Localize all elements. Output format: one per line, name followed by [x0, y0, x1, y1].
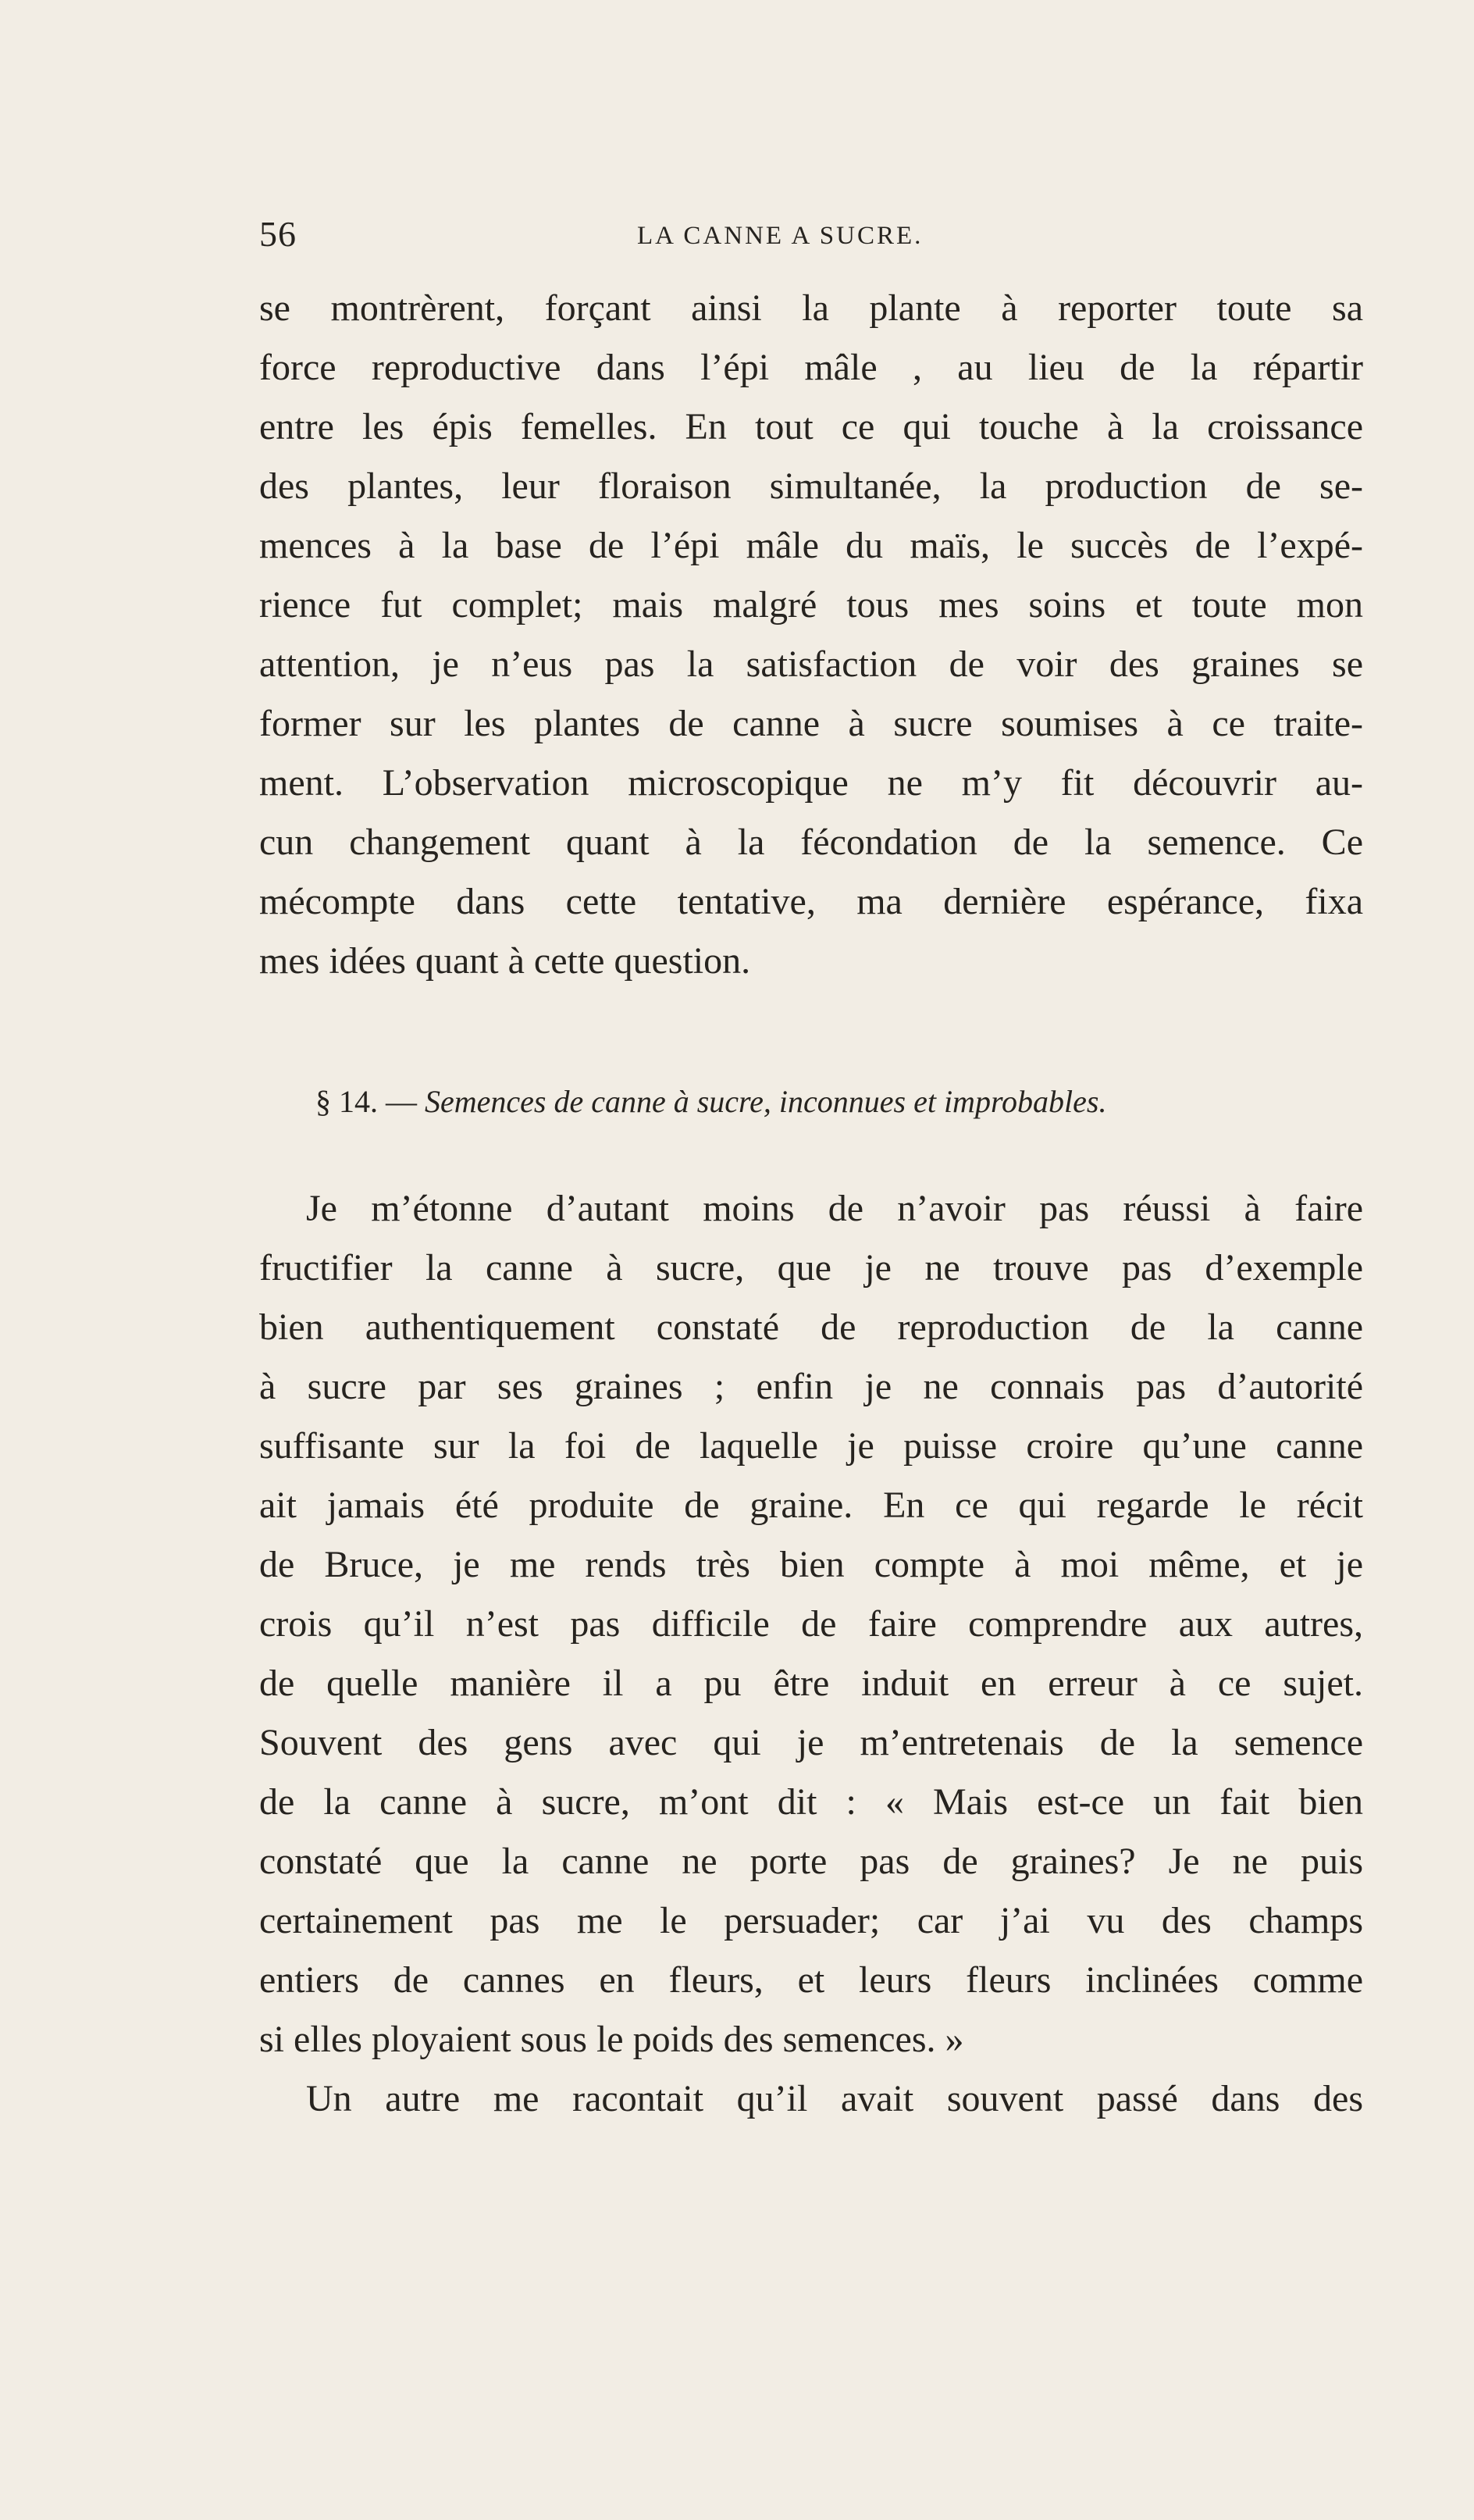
text-line: ment. L’observation microscopique ne m’y fit découvrir au- — [259, 762, 1363, 804]
text-line: de la canne à sucre, m’ont dit : « Mais est-ce un fait bien — [259, 1781, 1363, 1823]
text-line: suffisante sur la foi de laquelle je puisse croire qu’une canne — [259, 1425, 1363, 1467]
page-number: 56 — [259, 214, 297, 254]
text-line: entre les épis femelles. En tout ce qui touche à la croissance — [259, 406, 1363, 447]
text-line: à sucre par ses graines ; enfin je ne connais pas d’autorité — [259, 1366, 1363, 1407]
page-header — [259, 212, 1363, 256]
text-line: ait jamais été produite de graine. En ce qui regarde le récit — [259, 1485, 1363, 1526]
section-heading — [315, 1078, 1299, 1125]
text-line: de Bruce, je me rends très bien compte à moi même, et je — [259, 1544, 1363, 1585]
text-line: rience fut complet; mais malgré tous mes soins et toute mon — [259, 584, 1363, 626]
section-number: § 14. — — [315, 1084, 417, 1119]
text-line: former sur les plantes de canne à sucre soumises à ce traite- — [259, 703, 1363, 744]
text-line: cun changement quant à la fécondation de la semence. Ce — [259, 822, 1363, 863]
text-line: de quelle manière il a pu être induit en erreur à ce sujet. — [259, 1663, 1363, 1704]
text-line: fructifier la canne à sucre, que je ne trouve pas d’exemple — [259, 1247, 1363, 1289]
text-line: attention, je n’eus pas la satisfaction de voir des graines se — [259, 643, 1363, 685]
running-title: LA CANNE A SUCRE. — [637, 222, 924, 250]
text-line: entiers de cannes en fleurs, et leurs fleurs inclinées comme — [259, 1959, 1363, 2001]
text-line: Souvent des gens avec qui je m’entretenais de la semence — [259, 1722, 1363, 1763]
text-line: constaté que la canne ne porte pas de graines? Je ne puis — [259, 1841, 1363, 1882]
text-line: force reproductive dans l’épi mâle , au lieu de la répartir — [259, 347, 1363, 388]
text-line: mes idées quant à cette question. — [259, 940, 751, 982]
text-line: se montrèrent, forçant ainsi la plante à reporter toute sa — [259, 287, 1363, 329]
text-line: Je m’étonne d’autant moins de n’avoir pas réussi à faire — [306, 1188, 1363, 1229]
text-line: bien authentiquement constaté de reproduction de la canne — [259, 1306, 1363, 1348]
text-line: Un autre me racontait qu’il avait souvent passé dans des — [306, 2078, 1363, 2119]
text-line: si elles ployaient sous le poids des semences. » — [259, 2019, 964, 2060]
text-line: mécompte dans cette tentative, ma dernière espérance, fixa — [259, 881, 1363, 922]
text-line: des plantes, leur floraison simultanée, la production de se- — [259, 465, 1363, 507]
text-line: certainement pas me le persuader; car j’ai vu des champs — [259, 1900, 1363, 1941]
text-line: mences à la base de l’épi mâle du maïs, le succès de l’expé- — [259, 525, 1363, 566]
section-title: Semences de canne à sucre, inconnues et improbables. — [425, 1084, 1107, 1119]
text-line: crois qu’il n’est pas difficile de faire comprendre aux autres, — [259, 1603, 1363, 1645]
